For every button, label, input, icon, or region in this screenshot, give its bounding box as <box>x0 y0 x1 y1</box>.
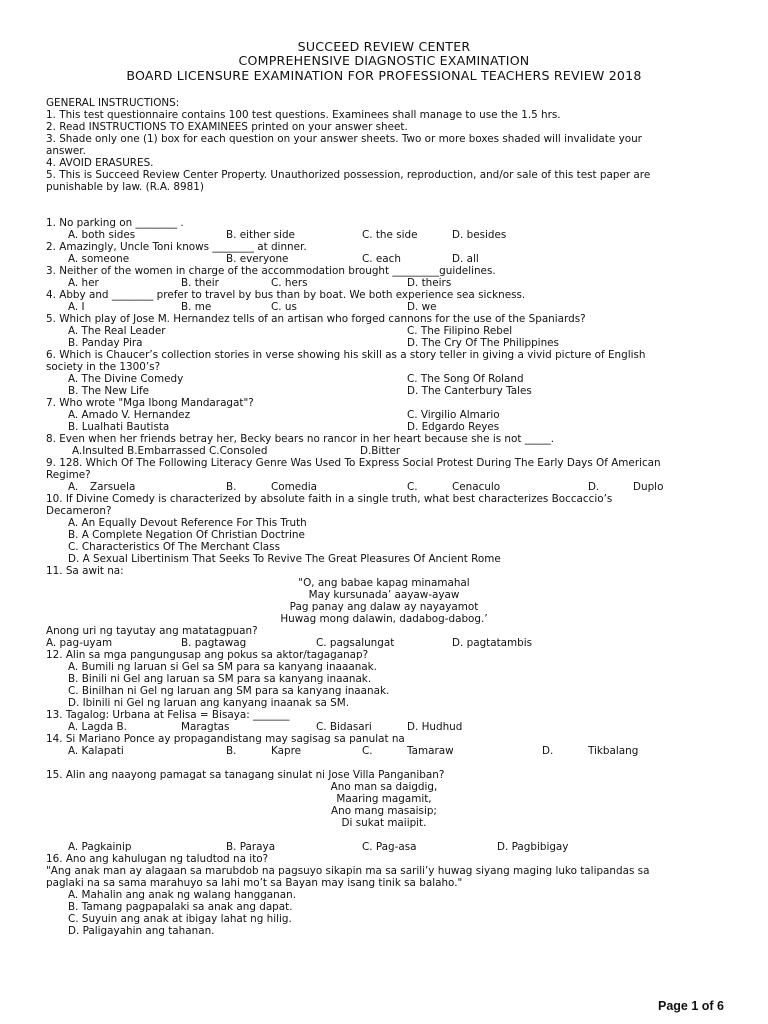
question-10-cont: Decameron? <box>46 505 112 517</box>
q1-choice-d: D. besides <box>452 229 507 241</box>
q14-choice-b: Kapre <box>271 745 302 757</box>
q16-choice-d: D. Paligayahin ang tahanan. <box>68 925 215 937</box>
q7-choice-b: B. Lualhati Bautista <box>68 421 170 433</box>
q2-choice-b: B. everyone <box>226 253 289 265</box>
question-6: 6. Which is Chaucer’s collection stories in verse showing his skill as a story teller in giving a vivid picture of English <box>46 349 646 361</box>
exam-title: COMPREHENSIVE DIAGNOSTIC EXAMINATION <box>238 53 530 68</box>
q13-choice-b: Maragtas <box>181 721 230 733</box>
q15-verse-2: Maaring magamit, <box>336 793 432 805</box>
question-9: 9. 128. Which Of The Following Literacy Genre Was Used To Express Social Protest During The Early Days Of American <box>46 457 661 469</box>
q11-verse-3: Pag panay ang dalaw ay nayayamot <box>289 601 479 613</box>
q12-choice-b: B. Binili ni Gel ang laruan sa SM para sa kanyang inaanak. <box>68 673 372 685</box>
q7-choice-a: A. Amado V. Hernandez <box>68 409 191 421</box>
q11-question: Anong uri ng tayutay ang matatagpuan? <box>46 625 258 637</box>
q10-choice-d: D. A Sexual Libertinism That Seeks To Revive The Great Pleasures Of Ancient Rome <box>68 553 501 565</box>
q11-verse-1: "O, ang babae kapag minamahal <box>298 577 470 589</box>
q9-letter-d: D. <box>588 481 600 493</box>
q13-choice-c: C. Bidasari <box>316 721 372 733</box>
question-12: 12. Alin sa mga pangungusap ang pokus sa aktor/tagaganap? <box>46 649 369 661</box>
question-14: 14. Si Mariano Ponce ay propagandistang may sagisag sa panulat na <box>46 733 405 745</box>
question-11: 11. Sa awit na: <box>46 565 124 577</box>
q10-choice-b: B. A Complete Negation Of Christian Doctrine <box>68 529 305 541</box>
question-8: 8. Even when her friends betray her, Becky bears no rancor in her heart because she is not _____. <box>46 433 555 445</box>
question-4: 4. Abby and ________ prefer to travel by bus than by boat. We both experience sea sickness. <box>46 289 526 301</box>
instruction-4: 4. AVOID ERASURES. <box>46 157 154 169</box>
question-15: 15. Alin ang naayong pamagat sa tanagang sinulat ni Jose Villa Panganiban? <box>46 769 445 781</box>
q3-choice-c: C. hers <box>271 277 308 289</box>
q12-choice-a: A. Bumili ng laruan si Gel sa SM para sa kanyang inaaanak. <box>68 661 377 673</box>
q1-choice-a: A. both sides <box>68 229 136 241</box>
q16-choice-c: C. Suyuin ang anak at ibigay lahat ng hilig. <box>68 913 292 925</box>
q11-verse-2: May kursunada’ aayaw-ayaw <box>308 589 460 601</box>
question-2: 2. Amazingly, Uncle Toni knows ________ at dinner. <box>46 241 307 253</box>
q3-choice-b: B. their <box>181 277 219 289</box>
q14-letter-c: C. <box>362 745 373 757</box>
question-1: 1. No parking on ________ . <box>46 217 184 229</box>
instruction-5-cont: punishable by law. (R.A. 8981) <box>46 181 204 193</box>
q15-verse-3: Ano mang masaisip; <box>331 805 437 817</box>
q15-verse-4: Di sukat maiipit. <box>341 817 427 829</box>
question-10: 10. If Divine Comedy is characterized by absolute faith in a single truth, what best characterizes Boccaccio’s <box>46 493 613 505</box>
q6-choice-c: C. The Song Of Roland <box>407 373 524 385</box>
q2-choice-d: D. all <box>452 253 479 265</box>
q10-choice-a: A. An Equally Devout Reference For This Truth <box>68 517 307 529</box>
q5-choice-b: B. Panday Pira <box>68 337 143 349</box>
exam-subtitle: BOARD LICENSURE EXAMINATION FOR PROFESSIONAL TEACHERS REVIEW 2018 <box>126 68 642 83</box>
q3-choice-a: A. her <box>68 277 99 289</box>
q4-choice-a: A. I <box>68 301 85 313</box>
q15-choice-a: A. Pagkainip <box>68 841 132 853</box>
q5-choice-c: C. The Filipino Rebel <box>407 325 513 337</box>
q6-choice-a: A. The Divine Comedy <box>68 373 184 385</box>
q14-choice-c: Tamaraw <box>407 745 454 757</box>
q4-choice-b: B. me <box>181 301 212 313</box>
q9-choice-d: Duplo <box>633 481 664 493</box>
q9-choice-b: Comedia <box>271 481 317 493</box>
q13-choice-d: D. Hudhud <box>407 721 463 733</box>
q16-quote-cont: paglaki na sa sama marahuyo sa lahi mo’t sa Bayan may isang tinik sa balaho." <box>46 877 463 889</box>
q9-letter-a: A. <box>68 481 79 493</box>
q11-verse-4: Huwag mong dalawin, dadabog-dabog.’ <box>280 613 488 625</box>
q4-choice-c: C. us <box>271 301 297 313</box>
q15-choice-d: D. Pagbibigay <box>497 841 569 853</box>
q12-choice-c: C. Binilhan ni Gel ng laruan ang SM para sa kanyang inaanak. <box>68 685 390 697</box>
q6-choice-d: D. The Canterbury Tales <box>407 385 532 397</box>
q5-choice-a: A. The Real Leader <box>68 325 166 337</box>
q7-choice-c: C. Virgilio Almario <box>407 409 500 421</box>
instruction-5: 5. This is Succeed Review Center Property. Unauthorized possession, reproduction, and/or sale of this test paper are <box>46 169 651 181</box>
q1-choice-b: B. either side <box>226 229 295 241</box>
q2-choice-a: A. someone <box>68 253 130 265</box>
q3-choice-d: D. theirs <box>407 277 452 289</box>
instruction-1: 1. This test questionnaire contains 100 test questions. Examinees shall manage to use the 1.5 hrs. <box>46 109 561 121</box>
q7-choice-d: D. Edgardo Reyes <box>407 421 500 433</box>
page-number: Page 1 of 6 <box>658 999 724 1013</box>
q11-choice-c: C. pagsalungat <box>316 637 395 649</box>
question-7: 7. Who wrote "Mga Ibong Mandaragat"? <box>46 397 254 409</box>
instructions-title: GENERAL INSTRUCTIONS: <box>46 97 180 109</box>
q5-choice-d: D. The Cry Of The Philippines <box>407 337 559 349</box>
q16-choice-a: A. Mahalin ang anak ng walang hangganan. <box>68 889 296 901</box>
q14-choice-d: Tikbalang <box>588 745 639 757</box>
q10-choice-c: C. Characteristics Of The Merchant Class <box>68 541 280 553</box>
question-13: 13. Tagalog: Urbana at Felisa = Bisaya: _______ <box>46 709 290 721</box>
q16-quote: "Ang anak man ay alagaan sa marubdob na pagsuyo sikapin ma sa sarili’y huwag siyang maging luko talipandas sa <box>46 865 650 877</box>
question-6-cont: society in the 1300’s? <box>46 361 161 373</box>
question-3: 3. Neither of the women in charge of the accommodation brought _________guidelines. <box>46 265 496 277</box>
q11-choice-b: B. pagtawag <box>181 637 247 649</box>
q15-verse-1: Ano man sa daigdig, <box>330 781 438 793</box>
question-16: 16. Ano ang kahulugan ng taludtod na ito? <box>46 853 269 865</box>
q13-choice-a: A. Lagda B. <box>68 721 127 733</box>
q16-choice-b: B. Tamang pagpapalaki sa anak ang dapat. <box>68 901 293 913</box>
q14-letter-d: D. <box>542 745 554 757</box>
q14-choice-a: A. Kalapati <box>68 745 124 757</box>
center-name: SUCCEED REVIEW CENTER <box>297 39 471 54</box>
q14-letter-b: B. <box>226 745 237 757</box>
q6-choice-b: B. The New Life <box>68 385 150 397</box>
q9-choice-a: Zarsuela <box>90 481 136 493</box>
q8-choices-abc: A.Insulted B.Embarrassed C.Consoled <box>72 445 268 457</box>
q1-choice-c: C. the side <box>362 229 418 241</box>
q15-choice-c: C. Pag-asa <box>362 841 417 853</box>
q12-choice-d: D. Ibinili ni Gel ng laruan ang kanyang inaanak sa SM. <box>68 697 350 709</box>
q4-choice-d: D. we <box>407 301 437 313</box>
question-9-cont: Regime? <box>46 469 91 481</box>
q11-choice-a: A. pag-uyam <box>46 637 113 649</box>
question-5: 5. Which play of Jose M. Hernandez tells of an artisan who forged cannons for the use of the Spaniards? <box>46 313 586 325</box>
q11-choice-d: D. pagtatambis <box>452 637 533 649</box>
instruction-3: 3. Shade only one (1) box for each question on your answer sheets. Two or more boxes shaded will invalidate your <box>46 133 642 145</box>
q9-choice-c: Cenaculo <box>452 481 501 493</box>
q15-choice-b: B. Paraya <box>226 841 276 853</box>
q8-choice-d: D.Bitter <box>360 445 401 457</box>
q9-letter-b: B. <box>226 481 237 493</box>
instruction-2: 2. Read INSTRUCTIONS TO EXAMINEES printed on your answer sheet. <box>46 121 408 133</box>
instruction-3-cont: answer. <box>46 145 86 157</box>
q9-letter-c: C. <box>407 481 418 493</box>
q2-choice-c: C. each <box>362 253 401 265</box>
